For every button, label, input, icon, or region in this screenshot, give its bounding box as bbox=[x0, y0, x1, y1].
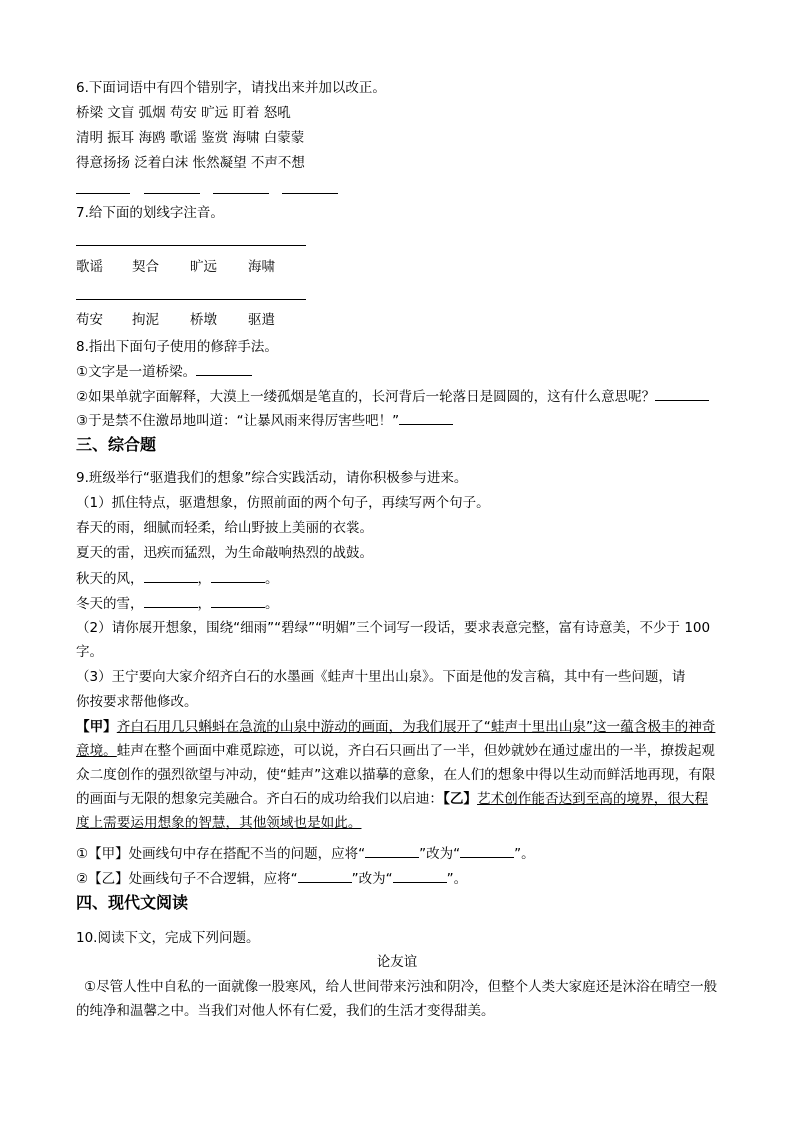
q9-autumn bbox=[76, 568, 279, 589]
fix-text: ①【甲】处画线句中存在搭配不当的问题，应将“ bbox=[76, 846, 366, 862]
q8-title: 8.指出下面句子使用的修辞手法。 bbox=[76, 339, 278, 355]
sentence-start: 冬天的雪， bbox=[76, 596, 144, 612]
underlined-sentence-jia: 齐白石用几只蝌蚪在急流的山泉中游动的画面，为我们展开了“蛙声十里出山泉”这一蕴含极丰的神奇意境。 bbox=[76, 719, 716, 759]
fix-text: ”改为“ bbox=[419, 846, 461, 862]
fix-text: ②【乙】处画线句子不合逻辑，应将“ bbox=[76, 871, 298, 887]
essay-paragraph-1: ①尽管人性中自私的一面就像一股寒风，给人世间带来污浊和阴冷，但整个人类大家庭还是沐浴在晴空一般的纯净和温馨之中。当我们对他人怀有仁爱，我们的生活才变得甜美。 bbox=[76, 979, 718, 1019]
q7-word: 驱遣 bbox=[248, 312, 275, 328]
period: 。 bbox=[265, 571, 279, 587]
essay-title: 论友谊 bbox=[376, 954, 418, 970]
q6-title: 6.下面词语中有四个错别字，请找出来并加以改正。 bbox=[76, 80, 386, 96]
answer-blank[interactable] bbox=[399, 410, 453, 425]
q6-row2: 清明 振耳 海鸥 歌谣 鉴赏 海啸 白蒙蒙 bbox=[76, 130, 305, 146]
q6-row3: 得意扬扬 泛着白沫 怅然凝望 不声不想 bbox=[76, 155, 305, 171]
q9-part2: （2）请你展开想象，围绕“细雨”“碧绿”“明媚”三个词写一段话，要求表意完整，富有诗意美，不少于 100 bbox=[76, 620, 711, 636]
q9-example-1: 春天的雨，细腻而轻柔，给山野披上美丽的衣裳。 bbox=[76, 520, 373, 536]
answer-blank[interactable] bbox=[298, 868, 352, 883]
q9-part3: （3）王宁要向大家介绍齐白石的水墨画《蛙声十里出山泉》。下面是他的发言稿，其中有一些问题，请 bbox=[76, 669, 686, 685]
q7-word: 旷远 bbox=[190, 259, 217, 275]
answer-blank[interactable] bbox=[655, 386, 709, 401]
q7-word: 桥墩 bbox=[190, 312, 217, 328]
answer-blank[interactable] bbox=[196, 361, 252, 376]
speech-draft bbox=[76, 715, 718, 835]
q9-part3-cont: 你按要求帮他修改。 bbox=[76, 694, 198, 710]
q8-sentence-3 bbox=[76, 410, 453, 431]
answer-blank[interactable] bbox=[213, 193, 269, 194]
pinyin-blank-row[interactable] bbox=[76, 299, 306, 300]
mark-yi: 【乙】 bbox=[443, 791, 478, 807]
pinyin-blank-row[interactable] bbox=[76, 245, 306, 246]
underlined-sentence-yi: 艺术创作能否达到至高的境界，很大程度上需要运用想象的智慧，其他领域也是如此。 bbox=[76, 791, 709, 831]
q9-fix-2 bbox=[76, 868, 467, 889]
q9-example-2: 夏天的雷，迅疾而猛烈，为生命敲响热烈的战鼓。 bbox=[76, 545, 373, 561]
answer-blank[interactable] bbox=[144, 193, 200, 194]
sentence-text: ②如果单就字面解释，大漠上一缕孤烟是笔直的，长河背后一轮落日是圆圆的，这有什么意思呢？ bbox=[76, 389, 656, 405]
mark-jia: 【甲】 bbox=[76, 719, 117, 735]
answer-blank[interactable] bbox=[365, 843, 419, 858]
answer-blank[interactable] bbox=[460, 843, 514, 858]
q7-word: 歌谣 bbox=[76, 259, 103, 275]
answer-blank[interactable] bbox=[393, 868, 447, 883]
sentence-text: ③于是禁不住激昂地叫道：“让暴风雨来得厉害些吧！” bbox=[76, 413, 400, 429]
q9-part2-cont: 字。 bbox=[76, 644, 103, 660]
q8-sentence-1 bbox=[76, 361, 252, 382]
answer-blank[interactable] bbox=[211, 568, 265, 583]
fix-text: ”改为“ bbox=[351, 871, 393, 887]
q6-row1: 桥梁 文盲 弧烟 苟安 旷远 盯着 怒吼 bbox=[76, 105, 291, 121]
answer-blank[interactable] bbox=[76, 193, 130, 194]
q7-word: 拘泥 bbox=[132, 312, 159, 328]
section-heading: 四、现代文阅读 bbox=[76, 893, 189, 912]
period: 。 bbox=[265, 596, 279, 612]
q9-part1: （1）抓住特点，驱遣想象，仿照前面的两个句子，再续写两个句子。 bbox=[76, 495, 490, 511]
q7-word: 契合 bbox=[132, 259, 159, 275]
q9-winter bbox=[76, 593, 279, 614]
fix-text: ”。 bbox=[446, 871, 468, 887]
sentence-start: 秋天的风， bbox=[76, 571, 144, 587]
q8-sentence-2 bbox=[76, 386, 709, 407]
q9-fix-1 bbox=[76, 843, 535, 864]
q7-word: 苟安 bbox=[76, 312, 103, 328]
sentence-text: ①文字是一道桥梁。 bbox=[76, 364, 197, 380]
comma: ， bbox=[197, 596, 211, 612]
q10-title: 10.阅读下文，完成下列问题。 bbox=[76, 930, 260, 946]
q9-title: 9.班级举行“驱遣我们的想象”综合实践活动，请你积极参与进来。 bbox=[76, 470, 468, 486]
answer-blank[interactable] bbox=[282, 193, 338, 194]
answer-blank[interactable] bbox=[211, 593, 265, 608]
draft-body: 蛙声在整个画面中难觅踪迹，可以说，齐白石只画出了一半，但妙就妙在通过虚出的一半，撩拨起观众二度创作的强烈欲望与冲动，使“蛙声”这难以描摹的意象，在人们的想象中得以生动而鲜活地再现，有限的画面与无限的想象完美融合。齐白石的成功给我们以启迪： bbox=[76, 743, 716, 807]
q7-title: 7.给下面的划线字注音。 bbox=[76, 205, 224, 221]
answer-blank[interactable] bbox=[144, 593, 198, 608]
comma: ， bbox=[197, 571, 211, 587]
section-heading: 三、综合题 bbox=[76, 435, 157, 454]
fix-text: ”。 bbox=[514, 846, 535, 862]
q7-word: 海啸 bbox=[248, 259, 275, 275]
answer-blank[interactable] bbox=[144, 568, 198, 583]
